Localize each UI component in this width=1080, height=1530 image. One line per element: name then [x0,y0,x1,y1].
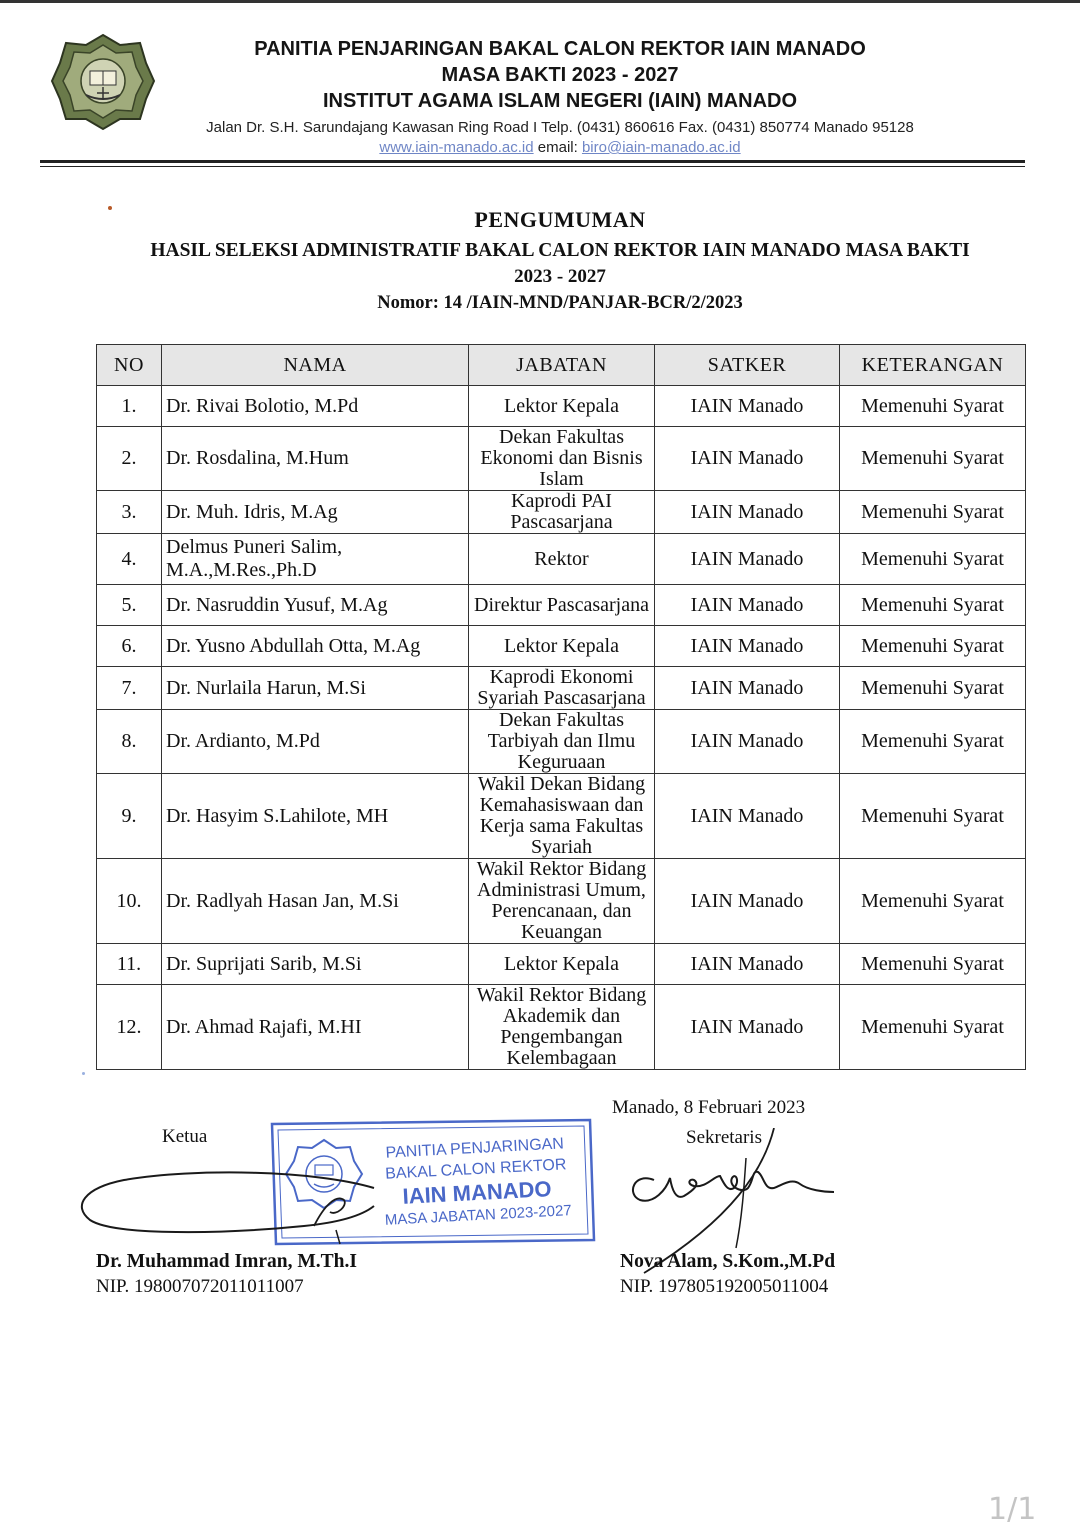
cell-keterangan: Memenuhi Syarat [840,667,1026,710]
cell-nama-line: Dr. Nurlaila Harun, M.Si [166,676,366,699]
cell-nama-line: Dr. Rosdalina, M.Hum [166,447,349,469]
announcement-period: 2023 - 2027 [514,266,606,287]
cell-nama [162,944,469,985]
stamp-line-3: IAIN MANADO [401,1176,553,1209]
table-row [97,944,1026,985]
cell-keterangan: Memenuhi Syarat [840,585,1026,626]
table-row [97,386,1026,427]
signature-place-date: Manado, 8 Februari 2023 [612,1097,806,1118]
announcement-number: Nomor: 14 /IAIN-MND/PANJAR-BCR/2/2023 [377,293,743,313]
chair-role: Ketua [162,1126,208,1147]
table-row [97,534,1026,585]
cell-jabatan-line: Islam [539,468,584,490]
announcement-heading [90,206,1030,316]
cell-nama [162,774,469,859]
cell-jabatan-line: Tarbiyah dan Ilmu [487,730,636,752]
chair-nip: NIP. 198007072011011007 [96,1276,304,1297]
page-indicator: 1/1 [988,1492,1037,1527]
website-link[interactable]: www.iain-manado.ac.id [379,139,534,156]
cell-nama-line: Dr. Radlyah Hasan Jan, M.Si [166,889,399,912]
cell-satker: IAIN Manado [655,491,840,534]
table-row [97,585,1026,626]
cell-keterangan: Memenuhi Syarat [840,534,1026,585]
table-row [97,491,1026,534]
cell-nama-line: Dr. Muh. Idris, M.Ag [166,500,338,523]
page-top-edge [0,0,1080,3]
cell-jabatan-line: Kaprodi Ekonomi [489,666,634,688]
cell-jabatan-line: Kemahasiswaan dan [479,794,644,816]
cell-satker: IAIN Manado [655,710,840,774]
cell-jabatan [469,491,655,534]
cell-jabatan-line: Lektor Kepala [504,394,619,417]
cell-no: 8. [97,710,162,774]
cell-nama-line: Delmus Puneri Salim, [166,536,343,558]
cell-no: 11. [97,944,162,985]
cell-no: 12. [97,985,162,1070]
letterhead [160,36,960,158]
chair-name: Dr. Muhammad Imran, M.Th.I [96,1251,357,1272]
scan-speck [82,1072,85,1075]
iain-manado-logo [50,33,156,131]
cell-jabatan [469,985,655,1070]
cell-nama-line: Dr. Rivai Bolotio, M.Pd [166,394,359,417]
cell-jabatan-line: Ekonomi dan Bisnis [480,447,643,469]
cell-nama [162,710,469,774]
cell-jabatan [469,585,655,626]
secretary-role: Sekretaris [686,1127,762,1148]
cell-nama [162,667,469,710]
cell-no: 10. [97,859,162,944]
cell-nama [162,859,469,944]
cell-keterangan: Memenuhi Syarat [840,427,1026,491]
secretary-nip: NIP. 197805192005011004 [620,1276,829,1297]
cell-nama [162,985,469,1070]
cell-jabatan-line: Syariah [530,836,593,858]
secretary-name: Nova Alam, S.Kom.,M.Pd [620,1251,836,1272]
announcement-title: PENGUMUMAN [474,207,646,232]
cell-nama-line: M.A.,M.Res.,Ph.D [166,559,317,581]
cell-no: 1. [97,386,162,427]
cell-satker: IAIN Manado [655,774,840,859]
stamp-line-2: BAKAL CALON REKTOR [384,1156,567,1183]
cell-jabatan-line: Kerja sama Fakultas [479,815,644,837]
cell-jabatan [469,710,655,774]
cell-nama-line: Dr. Yusno Abdullah Otta, M.Ag [166,634,421,657]
cell-jabatan-line: Dekan Fakultas [499,709,624,731]
cell-satker: IAIN Manado [655,944,840,985]
cell-jabatan-line: Dekan Fakultas [499,426,624,448]
announcement-subtitle: HASIL SELEKSI ADMINISTRATIF BAKAL CALON REKTOR IAIN MANADO MASA BAKTI [150,240,970,261]
table-row [97,626,1026,667]
cell-no: 6. [97,626,162,667]
chair-signature [74,1166,384,1248]
cell-jabatan-line: Syariah Pascasarjana [477,687,646,709]
cell-jabatan-line: Pascasarjana [510,511,613,533]
cell-keterangan: Memenuhi Syarat [840,774,1026,859]
cell-jabatan-line: Wakil Dekan Bidang [477,773,646,795]
institution-address: Jalan Dr. S.H. Sarundajang Kawasan Ring Road I Telp. (0431) 860616 Fax. (0431) 850774 Manado 95128 [206,119,914,136]
institution-name: INSTITUT AGAMA ISLAM NEGERI (IAIN) MANADO [322,90,798,112]
cell-jabatan-line: Keuangan [520,921,603,943]
cell-jabatan [469,427,655,491]
cell-satker: IAIN Manado [655,626,840,667]
cell-satker: IAIN Manado [655,859,840,944]
cell-satker: IAIN Manado [655,386,840,427]
cell-jabatan-line: Kaprodi PAI [511,490,612,512]
cell-satker: IAIN Manado [655,667,840,710]
cell-no: 2. [97,427,162,491]
cell-no: 7. [97,667,162,710]
stamp-line-1: PANITIA PENJARINGAN [385,1135,565,1162]
cell-no: 4. [97,534,162,585]
header-jabatan: JABATAN [469,345,655,386]
cell-nama-line: Dr. Suprijati Sarib, M.Si [166,952,362,975]
cell-jabatan [469,859,655,944]
cell-jabatan [469,944,655,985]
table-row [97,710,1026,774]
cell-nama [162,626,469,667]
cell-keterangan: Memenuhi Syarat [840,386,1026,427]
email-label: email: [537,139,578,156]
cell-jabatan-line: Pengembangan [500,1026,623,1048]
cell-jabatan-line: Wakil Rektor Bidang [476,984,647,1006]
cell-keterangan: Memenuhi Syarat [840,710,1026,774]
stamp-line-4: MASA JABATAN 2023-2027 [384,1202,573,1229]
cell-jabatan-line: Perencanaan, dan [491,900,632,922]
cell-jabatan-line: Keguruaan [517,751,606,773]
cell-nama-line: Dr. Ahmad Rajafi, M.HI [166,1015,362,1038]
cell-satker: IAIN Manado [655,534,840,585]
cell-jabatan-line: Akademik dan [502,1005,621,1027]
table-header-row [97,345,1026,386]
email-link[interactable]: biro@iain-manado.ac.id [581,139,741,156]
cell-nama [162,386,469,427]
header-nama: NAMA [162,345,469,386]
cell-nama [162,585,469,626]
stamp-text [362,1132,591,1232]
letterhead-rule-thick [40,160,1025,163]
header-no: NO [97,345,162,386]
candidate-table [96,344,1026,1070]
cell-jabatan-line: Lektor Kepala [504,634,619,657]
table-row [97,667,1026,710]
cell-jabatan-line: Rektor [534,547,589,570]
cell-nama [162,534,469,585]
cell-jabatan-line: Administrasi Umum, [477,879,646,901]
cell-jabatan [469,774,655,859]
cell-keterangan: Memenuhi Syarat [840,859,1026,944]
cell-nama-line: Dr. Hasyim S.Lahilote, MH [166,804,389,827]
table-row [97,985,1026,1070]
cell-satker: IAIN Manado [655,985,840,1070]
term-period: MASA BAKTI 2023 - 2027 [441,64,679,86]
table-row [97,427,1026,491]
cell-keterangan: Memenuhi Syarat [840,944,1026,985]
cell-jabatan [469,534,655,585]
cell-keterangan: Memenuhi Syarat [840,491,1026,534]
cell-jabatan-line: Kelembagaan [506,1047,617,1069]
cell-jabatan [469,667,655,710]
letterhead-rule-thin [40,166,1025,167]
cell-satker: IAIN Manado [655,585,840,626]
header-satker: SATKER [655,345,840,386]
cell-jabatan [469,386,655,427]
cell-keterangan: Memenuhi Syarat [840,626,1026,667]
cell-jabatan-line: Lektor Kepala [504,952,619,975]
contact-line [160,138,960,158]
table-row [97,859,1026,944]
cell-no: 5. [97,585,162,626]
cell-jabatan-line: Wakil Rektor Bidang [476,858,647,880]
cell-nama [162,491,469,534]
cell-no: 3. [97,491,162,534]
cell-jabatan [469,626,655,667]
table-row [97,774,1026,859]
cell-nama-line: Dr. Nasruddin Yusuf, M.Ag [166,593,388,616]
cell-satker: IAIN Manado [655,427,840,491]
header-keterangan: KETERANGAN [840,345,1026,386]
cell-nama [162,427,469,491]
cell-nama-line: Dr. Ardianto, M.Pd [166,730,320,752]
cell-no: 9. [97,774,162,859]
committee-name: PANITIA PENJARINGAN BAKAL CALON REKTOR IAIN MANADO [254,38,866,60]
cell-jabatan-line: Direktur Pascasarjana [474,593,649,616]
cell-keterangan: Memenuhi Syarat [840,985,1026,1070]
